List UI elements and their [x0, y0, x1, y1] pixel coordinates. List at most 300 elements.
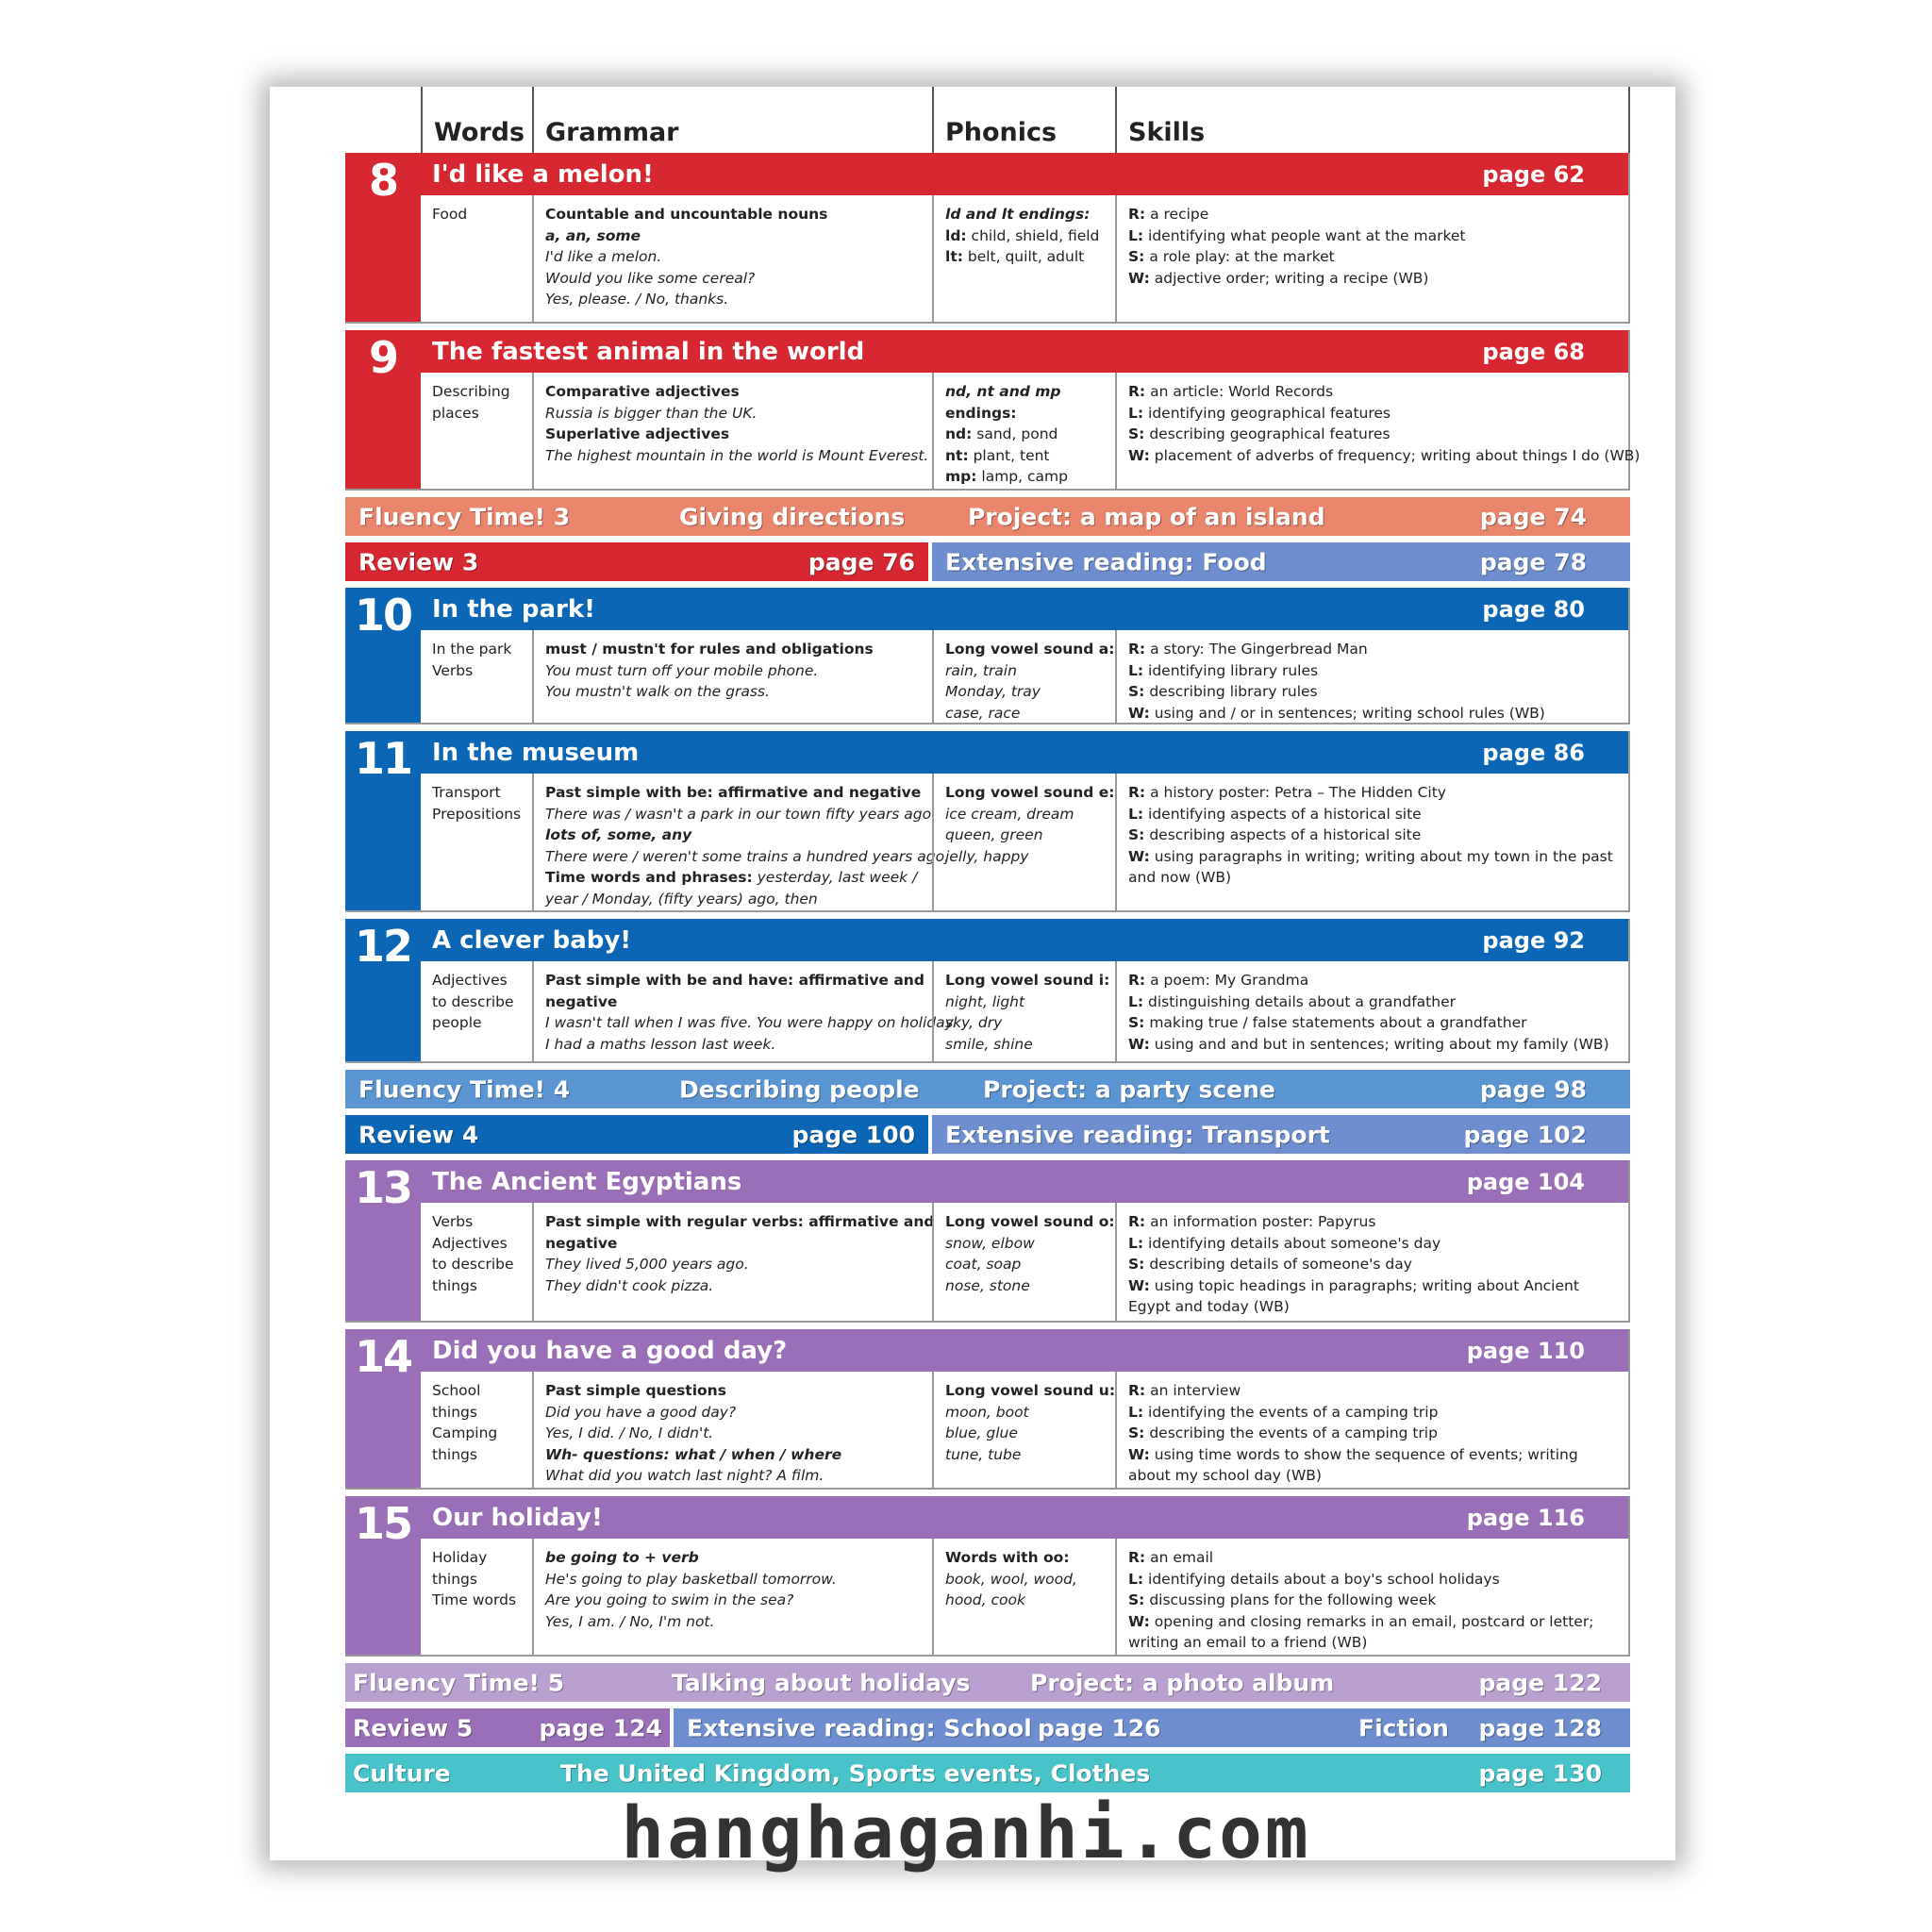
- skills-line: [1128, 660, 1621, 682]
- review-5-band: [345, 1708, 1630, 1747]
- grammar-column: [532, 1539, 932, 1655]
- skills-line-text: an email: [1150, 1549, 1214, 1566]
- phonics-line-label: ld:: [945, 226, 967, 244]
- skills-column: [1115, 195, 1630, 322]
- words-line: Adjectives: [432, 972, 508, 989]
- header-skills: Skills: [1128, 118, 1206, 147]
- review-label: Review 5: [353, 1714, 474, 1741]
- review-4-segment[interactable]: [345, 1115, 928, 1154]
- review-4-band: [345, 1115, 1630, 1154]
- skills-line: [1128, 424, 1621, 445]
- unit-number-column: [345, 1329, 421, 1488]
- extensive-reading-label: Extensive reading: School: [687, 1714, 1032, 1741]
- unit-page: page 116: [1466, 1504, 1585, 1531]
- grammar-column: [532, 961, 958, 1061]
- words-line: Adjectives: [432, 1234, 508, 1252]
- grammar-line: You mustn't walk on the grass.: [545, 683, 770, 700]
- grammar-line: must / mustn't for rules and obligations: [545, 641, 874, 658]
- unit-columns: [421, 961, 1628, 1061]
- phonics-line-label: lt:: [945, 248, 963, 265]
- extensive-reading-page: page 102: [1463, 1121, 1587, 1148]
- skills-line-label: S:: [1128, 1014, 1145, 1031]
- extensive-reading-transport-segment[interactable]: [932, 1115, 1630, 1154]
- skills-line-label: S:: [1128, 826, 1145, 843]
- grammar-line: You must turn off your mobile phone.: [545, 661, 819, 679]
- unit-title-bar[interactable]: [345, 153, 1628, 195]
- unit-title: Our holiday!: [432, 1503, 603, 1532]
- phonics-line-text: lamp, camp: [981, 468, 1068, 485]
- skills-line-label: S:: [1128, 248, 1145, 265]
- grammar-line: Past simple with regular verbs: affirmative and: [545, 1213, 935, 1230]
- skills-line-text: a role play: at the market: [1149, 248, 1335, 265]
- unit-number-column: [345, 588, 421, 723]
- unit-title: The fastest animal in the world: [432, 337, 865, 366]
- grammar-line-label: Time words and phrases:: [545, 869, 753, 886]
- unit-11: [345, 731, 1630, 912]
- unit-number: 10: [354, 590, 411, 641]
- unit-page: page 68: [1482, 338, 1585, 365]
- phonics-line: Long vowel sound o:: [945, 1213, 1115, 1230]
- words-line: people: [432, 1014, 482, 1031]
- unit-number-column: [345, 731, 421, 910]
- skills-line-text: a poem: My Grandma: [1150, 972, 1309, 989]
- words-column: [421, 1372, 532, 1488]
- fluency-topic: Describing people: [679, 1075, 920, 1103]
- unit-number-column: [345, 330, 421, 489]
- skills-line: [1128, 204, 1621, 225]
- grammar-line: What did you watch last night? A film.: [545, 1467, 824, 1484]
- unit-number-column: [345, 1160, 421, 1321]
- unit-number-column: [345, 919, 421, 1061]
- review-page: page 124: [539, 1714, 662, 1741]
- extensive-reading-label: Extensive reading: Food: [945, 548, 1267, 575]
- phonics-line: smile, shine: [945, 1035, 1033, 1053]
- phonics-line: Monday, tray: [945, 683, 1041, 700]
- unit-title-bar[interactable]: [345, 731, 1628, 774]
- grammar-line: Countable and uncountable nouns: [545, 206, 828, 223]
- phonics-line: hood, cook: [945, 1591, 1025, 1608]
- skills-line: [1128, 703, 1621, 724]
- skills-line-label: R:: [1128, 784, 1146, 801]
- grammar-column: [532, 630, 932, 723]
- grammar-line: Superlative adjectives: [545, 425, 730, 442]
- skills-line-text: describing geographical features: [1149, 425, 1391, 442]
- phonics-line: nose, stone: [945, 1276, 1030, 1294]
- contents-page: [270, 87, 1675, 1860]
- unit-title: The Ancient Egyptians: [432, 1167, 742, 1196]
- fluency-time-label: Fluency Time! 3: [358, 503, 571, 530]
- skills-line-label: S:: [1128, 1256, 1145, 1273]
- skills-line-text: describing the events of a camping trip: [1149, 1424, 1438, 1441]
- unit-number: 13: [354, 1162, 411, 1213]
- skills-line-label: R:: [1128, 972, 1146, 989]
- grammar-line: Russia is bigger than the UK.: [545, 404, 758, 422]
- grammar-line: I'd like a melon.: [545, 248, 662, 265]
- words-line: Verbs: [432, 661, 474, 679]
- words-line: School: [432, 1382, 481, 1399]
- words-line: Verbs: [432, 1213, 474, 1230]
- phonics-line: blue, glue: [945, 1424, 1018, 1441]
- skills-line-label: S:: [1128, 1591, 1145, 1608]
- skills-line: [1128, 1547, 1621, 1569]
- skills-column: [1115, 961, 1630, 1061]
- skills-column: [1115, 1539, 1630, 1655]
- unit-page: page 104: [1466, 1168, 1585, 1195]
- words-line: In the park: [432, 641, 512, 658]
- grammar-line: Would you like some cereal?: [545, 269, 756, 287]
- skills-line-text: identifying library rules: [1148, 661, 1319, 679]
- words-column: [421, 961, 532, 1061]
- fluency-time-label: Fluency Time! 4: [358, 1075, 571, 1103]
- grammar-line: Past simple with be and have: affirmative and: [545, 972, 924, 989]
- skills-line: [1128, 381, 1621, 403]
- skills-line: [1128, 1590, 1621, 1611]
- skills-line: [1128, 846, 1621, 889]
- phonics-column: [932, 630, 1115, 723]
- skills-line-text: identifying details about someone's day: [1148, 1234, 1441, 1252]
- skills-line-text: identifying geographical features: [1148, 404, 1391, 422]
- extensive-reading-food-segment[interactable]: [932, 542, 1630, 581]
- grammar-line: Comparative adjectives: [545, 383, 740, 400]
- words-line: things: [432, 1445, 477, 1463]
- phonics-column: [932, 774, 1115, 910]
- skills-column: [1115, 1203, 1630, 1321]
- words-line: things: [432, 1403, 477, 1421]
- skills-line-label: W:: [1128, 704, 1150, 722]
- grammar-line-text: yesterday, last week /: [757, 869, 918, 886]
- phonics-column: [932, 1203, 1115, 1321]
- fluency-topic: Talking about holidays: [672, 1669, 971, 1696]
- grammar-line: Past simple with be: affirmative and negative: [545, 784, 922, 801]
- words-line: Food: [432, 206, 468, 223]
- unit-page: page 110: [1466, 1337, 1585, 1364]
- skills-line-label: S:: [1128, 683, 1145, 700]
- skills-line-label: R:: [1128, 1213, 1146, 1230]
- words-line: to describe: [432, 1256, 514, 1273]
- unit-title-bar[interactable]: [345, 588, 1628, 630]
- words-line: Transport: [432, 784, 501, 801]
- unit-page: page 80: [1482, 595, 1585, 623]
- grammar-line: [545, 867, 923, 889]
- unit-14: [345, 1329, 1630, 1490]
- review-label: Review 3: [358, 548, 479, 575]
- phonics-line-label: nd:: [945, 425, 973, 442]
- phonics-line-text: child, shield, field: [971, 226, 1100, 244]
- unit-number: 11: [354, 733, 411, 784]
- phonics-line: jelly, happy: [945, 847, 1029, 865]
- skills-line-text: a history poster: Petra – The Hidden City: [1150, 784, 1446, 801]
- fluency-project: Project: a map of an island: [968, 503, 1325, 530]
- culture-page: page 130: [1478, 1759, 1602, 1787]
- phonics-line: endings:: [945, 404, 1017, 422]
- skills-line-label: L:: [1128, 805, 1144, 823]
- words-column: [421, 373, 532, 489]
- skills-line: [1128, 268, 1621, 290]
- skills-line-label: L:: [1128, 404, 1144, 422]
- unit-number: 14: [354, 1331, 411, 1382]
- unit-12: [345, 919, 1630, 1063]
- fluency-page: page 122: [1478, 1669, 1602, 1696]
- skills-line: [1128, 782, 1621, 804]
- phonics-line: Long vowel sound i:: [945, 972, 1110, 989]
- skills-line-label: L:: [1128, 226, 1144, 244]
- skills-line-label: W:: [1128, 446, 1150, 464]
- skills-line-label: W:: [1128, 269, 1150, 287]
- skills-line-text: identifying what people want at the market: [1148, 226, 1466, 244]
- skills-line-label: L:: [1128, 1570, 1144, 1588]
- words-line: Time words: [432, 1591, 517, 1608]
- skills-line: [1128, 639, 1621, 660]
- unit-page: page 62: [1482, 160, 1585, 188]
- words-column: [421, 1539, 532, 1655]
- grammar-column: [532, 1372, 932, 1488]
- skills-line-label: L:: [1128, 1403, 1144, 1421]
- skills-line-label: R:: [1128, 1382, 1146, 1399]
- skills-line-label: W:: [1128, 1035, 1150, 1053]
- words-line: things: [432, 1276, 477, 1294]
- phonics-line-label: mp:: [945, 468, 977, 485]
- skills-line: [1128, 1380, 1621, 1402]
- review-5-segment[interactable]: [345, 1708, 670, 1747]
- review-3-segment[interactable]: [345, 542, 928, 581]
- header-grammar: Grammar: [545, 118, 679, 147]
- grammar-line: a, an, some: [545, 226, 641, 244]
- skills-line-label: R:: [1128, 206, 1146, 223]
- fluency-time-3-band[interactable]: [345, 497, 1630, 536]
- skills-column: [1115, 373, 1641, 489]
- fluency-topic: Giving directions: [679, 503, 906, 530]
- skills-line-text: making true / false statements about a grandfather: [1149, 1014, 1527, 1031]
- phonics-column: [932, 195, 1115, 322]
- skills-line-text: describing library rules: [1149, 683, 1318, 700]
- phonics-line: [945, 225, 1106, 247]
- skills-line: [1128, 225, 1621, 247]
- unit-number-column: [345, 153, 421, 322]
- review-3-band: [345, 542, 1630, 581]
- watermark-text: hanghaganhi.com: [621, 1790, 1311, 1874]
- skills-line-text: placement of adverbs of frequency; writing about things I do (WB): [1154, 446, 1641, 464]
- header-phonics: Phonics: [945, 118, 1058, 147]
- extensive-reading-page: page 126: [1038, 1714, 1161, 1741]
- phonics-line: coat, soap: [945, 1256, 1022, 1273]
- skills-line: [1128, 1423, 1621, 1444]
- words-line: Holiday: [432, 1549, 488, 1566]
- phonics-line: moon, boot: [945, 1403, 1029, 1421]
- fluency-project: Project: a party scene: [983, 1075, 1275, 1103]
- unit-title-bar[interactable]: [345, 919, 1628, 961]
- skills-line-label: W:: [1128, 1445, 1150, 1463]
- unit-number: 15: [354, 1498, 411, 1549]
- grammar-line: There was / wasn't a park in our town fifty years ago.: [545, 805, 936, 823]
- phonics-line: [945, 246, 1106, 268]
- grammar-line: He's going to play basketball tomorrow.: [545, 1570, 837, 1588]
- skills-line: [1128, 1211, 1621, 1233]
- table-header: [345, 87, 1630, 153]
- phonics-line: queen, green: [945, 826, 1043, 843]
- grammar-column: [532, 195, 932, 322]
- words-line: Prepositions: [432, 805, 522, 823]
- unit-number: 9: [368, 332, 397, 383]
- skills-line-text: using time words to show the sequence of events; writing about my school day (WB): [1128, 1445, 1578, 1484]
- culture-label: Culture: [353, 1759, 451, 1787]
- skills-line-text: using and / or in sentences; writing school rules (WB): [1154, 704, 1545, 722]
- unit-columns: [421, 1539, 1628, 1655]
- phonics-line: Long vowel sound a:: [945, 641, 1115, 658]
- unit-9: [345, 330, 1641, 491]
- skills-line: [1128, 1012, 1621, 1034]
- skills-line-text: discussing plans for the following week: [1149, 1591, 1437, 1608]
- fluency-time-5-band[interactable]: [345, 1663, 1630, 1702]
- grammar-line: Past simple questions: [545, 1382, 726, 1399]
- phonics-line-text: sand, pond: [976, 425, 1058, 442]
- unit-title: In the park!: [432, 594, 595, 624]
- extensive-reading-school-segment[interactable]: [674, 1708, 1630, 1747]
- unit-title: A clever baby!: [432, 925, 632, 955]
- extensive-reading-page: page 78: [1479, 548, 1587, 575]
- skills-line: [1128, 1233, 1621, 1255]
- grammar-column: [532, 774, 950, 910]
- phonics-line: [945, 445, 1106, 467]
- unit-title: In the museum: [432, 738, 640, 767]
- fluency-time-label: Fluency Time! 5: [353, 1669, 565, 1696]
- skills-line: [1128, 681, 1621, 703]
- grammar-line: The highest mountain in the world is Mount Everest.: [545, 446, 929, 464]
- skills-line: [1128, 403, 1621, 425]
- culture-topic: The United Kingdom, Sports events, Clothes: [560, 1759, 1151, 1787]
- skills-line-text: describing details of someone's day: [1149, 1256, 1412, 1273]
- divider: [421, 87, 423, 153]
- skills-line: [1128, 1569, 1621, 1591]
- grammar-line: They didn't cook pizza.: [545, 1276, 714, 1294]
- unit-title-bar[interactable]: [345, 330, 1628, 373]
- phonics-line: tune, tube: [945, 1445, 1022, 1463]
- skills-line: [1128, 1275, 1621, 1318]
- unit-number: 8: [368, 155, 397, 206]
- words-column: [421, 1203, 532, 1321]
- unit-number: 12: [354, 921, 411, 972]
- words-line: places: [432, 404, 479, 422]
- unit-title: Did you have a good day?: [432, 1336, 788, 1365]
- skills-line: [1128, 1034, 1621, 1056]
- skills-line-text: using and and but in sentences; writing about my family (WB): [1154, 1035, 1609, 1053]
- unit-13: [345, 1160, 1630, 1323]
- skills-line-label: S:: [1128, 425, 1145, 442]
- skills-line-label: R:: [1128, 383, 1146, 400]
- culture-band[interactable]: [345, 1754, 1630, 1792]
- skills-line: [1128, 1254, 1621, 1275]
- unit-10: [345, 588, 1630, 724]
- phonics-line: Long vowel sound e:: [945, 784, 1115, 801]
- divider: [532, 87, 534, 153]
- words-line: Camping: [432, 1424, 498, 1441]
- fiction-page: page 128: [1478, 1714, 1602, 1741]
- skills-line: [1128, 445, 1641, 467]
- phonics-line: rain, train: [945, 661, 1017, 679]
- unit-columns: [421, 1372, 1628, 1488]
- skills-line-text: identifying the events of a camping trip: [1148, 1403, 1439, 1421]
- unit-title: I'd like a melon!: [432, 159, 654, 189]
- skills-line-text: a story: The Gingerbread Man: [1150, 641, 1368, 658]
- skills-line-label: W:: [1128, 1612, 1150, 1630]
- header-words: Words: [434, 118, 525, 147]
- fluency-page: page 74: [1479, 503, 1587, 530]
- words-line: to describe: [432, 992, 514, 1010]
- skills-line-label: L:: [1128, 992, 1144, 1010]
- phonics-line: ice cream, dream: [945, 805, 1074, 823]
- unit-title-bar[interactable]: [345, 1496, 1628, 1539]
- unit-columns: [421, 630, 1628, 723]
- phonics-column: [932, 1372, 1115, 1488]
- skills-line-label: W:: [1128, 847, 1150, 865]
- grammar-line: Yes, I am. / No, I'm not.: [545, 1612, 715, 1630]
- unit-title-bar[interactable]: [345, 1160, 1628, 1203]
- unit-columns: [421, 1203, 1628, 1321]
- skills-line-text: identifying aspects of a historical site: [1148, 805, 1422, 823]
- fiction-label: Fiction: [1358, 1714, 1449, 1741]
- phonics-line: nd, nt and mp: [945, 383, 1061, 400]
- words-column: [421, 774, 532, 910]
- phonics-line: case, race: [945, 704, 1021, 722]
- skills-line-label: R:: [1128, 641, 1146, 658]
- skills-line: [1128, 970, 1621, 991]
- phonics-line: Long vowel sound u:: [945, 1382, 1116, 1399]
- divider: [1115, 87, 1117, 153]
- skills-line: [1128, 1444, 1621, 1487]
- words-column: [421, 195, 532, 322]
- words-line: Describing: [432, 383, 510, 400]
- skills-line-text: using topic headings in paragraphs; writing about Ancient Egypt and today (WB): [1128, 1276, 1579, 1315]
- phonics-line-label: nt:: [945, 446, 969, 464]
- skills-column: [1115, 774, 1630, 910]
- phonics-line: sky, dry: [945, 1014, 1003, 1031]
- phonics-column: [932, 961, 1115, 1061]
- skills-line-text: describing aspects of a historical site: [1149, 826, 1422, 843]
- phonics-line-text: plant, tent: [973, 446, 1050, 464]
- unit-page: page 92: [1482, 926, 1585, 954]
- skills-line-label: L:: [1128, 1234, 1144, 1252]
- extensive-reading-label: Extensive reading: Transport: [945, 1121, 1330, 1148]
- words-line: things: [432, 1570, 477, 1588]
- grammar-line: year / Monday, (fifty years) ago, then: [545, 890, 818, 908]
- skills-line-label: R:: [1128, 1549, 1146, 1566]
- grammar-line: Wh- questions: what / when / where: [545, 1445, 842, 1463]
- fluency-page: page 98: [1479, 1075, 1587, 1103]
- grammar-line: negative: [545, 1234, 618, 1252]
- grammar-line: I had a maths lesson last week.: [545, 1035, 776, 1053]
- skills-line-text: adjective order; writing a recipe (WB): [1154, 269, 1429, 287]
- grammar-line: Yes, I did. / No, I didn't.: [545, 1424, 714, 1441]
- skills-line-label: W:: [1128, 1276, 1150, 1294]
- grammar-line: Yes, please. / No, thanks.: [545, 291, 729, 308]
- skills-line-text: opening and closing remarks in an email, postcard or letter; writing an email to a friend (WB): [1128, 1612, 1594, 1651]
- phonics-line: book, wool, wood,: [945, 1570, 1077, 1588]
- skills-line-label: S:: [1128, 1424, 1145, 1441]
- unit-15: [345, 1496, 1630, 1657]
- skills-line-label: L:: [1128, 661, 1144, 679]
- unit-title-bar[interactable]: [345, 1329, 1628, 1372]
- fluency-time-4-band[interactable]: [345, 1070, 1630, 1108]
- divider: [932, 87, 934, 153]
- phonics-column: [932, 373, 1115, 489]
- skills-line-text: using paragraphs in writing; writing about my town in the past and now (WB): [1128, 847, 1613, 886]
- skills-line: [1128, 1402, 1621, 1424]
- phonics-line: night, light: [945, 992, 1025, 1010]
- skills-line: [1128, 824, 1621, 846]
- skills-line-text: an information poster: Papyrus: [1150, 1213, 1376, 1230]
- phonics-line-text: belt, quilt, adult: [967, 248, 1085, 265]
- phonics-line: [945, 466, 1106, 488]
- grammar-line: be going to + verb: [545, 1549, 699, 1566]
